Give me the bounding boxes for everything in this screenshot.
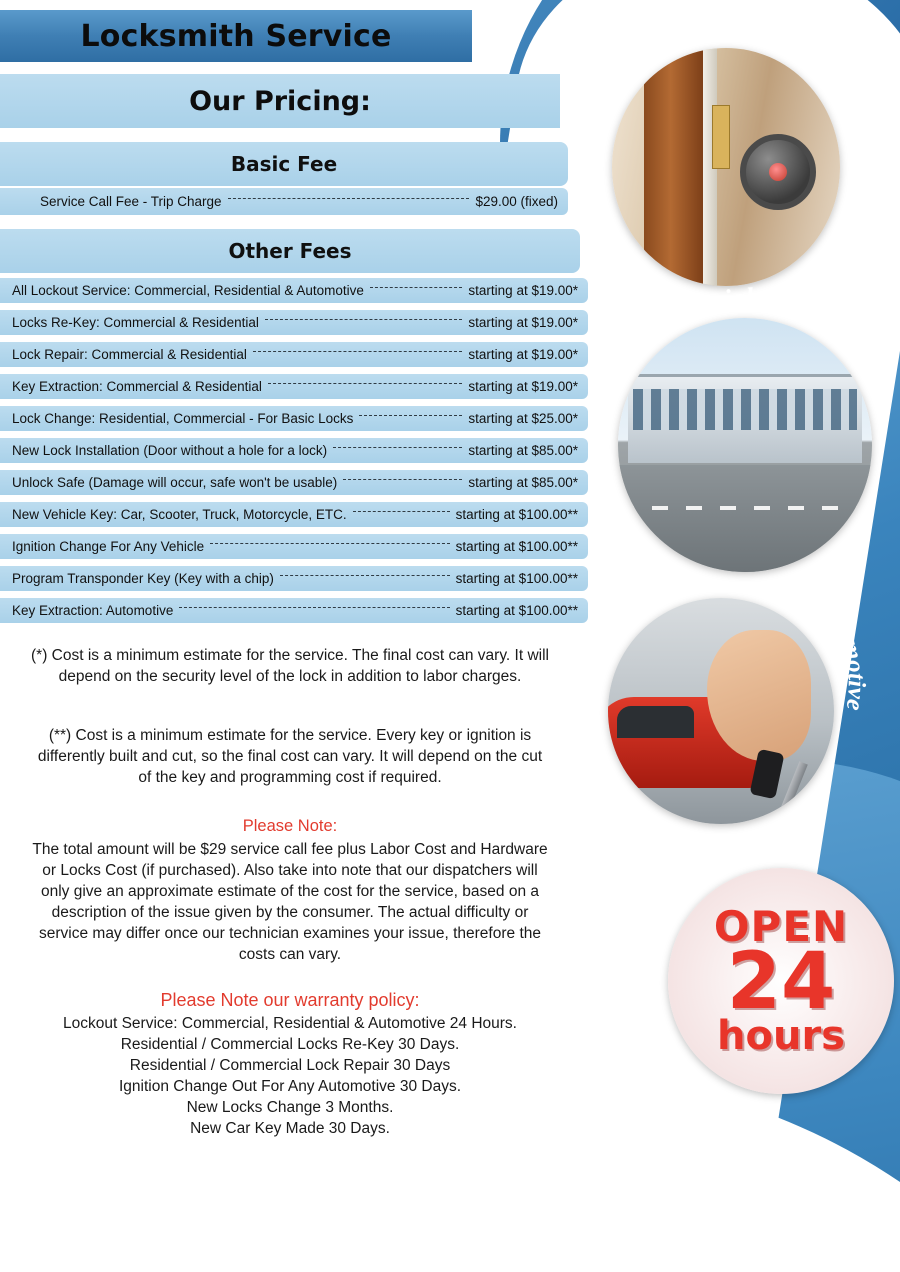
page-subtitle: Our Pricing: <box>189 85 371 117</box>
fee-price: starting at $19.00* <box>468 347 578 362</box>
svg-text:Automotive <box>815 585 870 713</box>
fee-label: Lock Change: Residential, Commercial - For Basic Locks <box>12 411 354 426</box>
residential-curved-label <box>600 0 900 175</box>
fee-price: starting at $85.00* <box>468 443 578 458</box>
dot-leader <box>370 287 463 288</box>
warranty-line: New Locks Change 3 Months. <box>186 1098 394 1116</box>
residential-label-text: Residential <box>637 0 774 53</box>
commercial-curved-label <box>598 275 900 420</box>
fee-label: New Vehicle Key: Car, Scooter, Truck, Motorcycle, ETC. <box>12 507 347 522</box>
dot-leader <box>353 511 450 512</box>
bottom-white-strip <box>0 1246 900 1272</box>
fee-price: starting at $100.00** <box>455 539 578 554</box>
basic-fee-heading <box>0 142 568 186</box>
warranty-line: Residential / Commercial Lock Repair 30 Days <box>129 1057 451 1075</box>
other-fees-heading <box>0 229 580 273</box>
fee-label: Ignition Change For Any Vehicle <box>12 539 205 554</box>
fee-price: starting at $85.00* <box>468 475 578 490</box>
page-title-bar <box>0 10 472 62</box>
page-title: Locksmith Service <box>80 18 392 54</box>
please-note-block <box>30 815 550 966</box>
fee-label: Key Extraction: Commercial & Residential <box>12 379 262 394</box>
fee-price: starting at $100.00** <box>455 571 578 586</box>
fee-row <box>0 502 588 527</box>
fee-price: starting at $25.00* <box>468 411 578 426</box>
svg-text:Residential <box>636 0 774 53</box>
commercial-label-text: Commercial <box>612 282 754 348</box>
warranty-title: Please Note our warranty policy: <box>160 990 420 1010</box>
fee-label: Program Transponder Key (Key with a chip) <box>12 571 274 586</box>
fee-row <box>0 598 588 623</box>
page-subtitle-bar <box>0 74 560 128</box>
dot-leader <box>333 447 462 448</box>
emergency-curved-label <box>620 800 840 985</box>
single-star-note: (*) Cost is a minimum estimate for the service. The final cost can vary. It will depend on the security level of the lock in addition to labor charges. <box>31 647 549 685</box>
fee-price: starting at $100.00** <box>455 507 578 522</box>
emergency-label-text: Emergency <box>627 828 726 950</box>
fee-label: Service Call Fee - Trip Charge <box>40 194 222 209</box>
basic-fee-heading-label: Basic Fee <box>230 152 338 176</box>
fee-row <box>0 406 588 431</box>
other-fees-heading-label: Other Fees <box>228 239 352 263</box>
road-marking-shape <box>618 506 872 510</box>
fee-row <box>0 342 588 367</box>
fee-label: Locks Re-Key: Commercial & Residential <box>12 315 259 330</box>
fee-label: All Lockout Service: Commercial, Residential & Automotive <box>12 283 364 298</box>
dot-leader <box>253 351 463 352</box>
badge-hours-label: hours <box>717 1013 845 1060</box>
fee-label: New Lock Installation (Door without a hole for a lock) <box>12 443 328 458</box>
dot-leader <box>179 607 449 608</box>
fee-label: Lock Repair: Commercial & Residential <box>12 347 247 362</box>
fee-price: starting at $19.00* <box>468 379 578 394</box>
fee-price: starting at $19.00* <box>468 283 578 298</box>
road-shape <box>618 465 872 572</box>
automotive-curved-label <box>760 570 900 805</box>
please-note-title: Please Note: <box>242 817 338 835</box>
fee-row <box>0 438 588 463</box>
badge-open-label: OPEN <box>713 901 849 951</box>
basic-fee-row <box>0 188 568 215</box>
fee-label: Key Extraction: Automotive <box>12 603 174 618</box>
dot-leader <box>265 319 463 320</box>
fee-price: $29.00 (fixed) <box>475 194 558 209</box>
warranty-line: Lockout Service: Commercial, Residential & Automotive 24 Hours. <box>62 1015 517 1033</box>
automotive-label-text: Automotive <box>816 586 870 713</box>
fee-row <box>0 310 588 335</box>
fee-row <box>0 374 588 399</box>
warranty-policy-block <box>30 988 550 1140</box>
dot-leader <box>359 415 462 416</box>
dot-leader <box>268 383 463 384</box>
fee-row <box>0 470 588 495</box>
svg-text:Emergency <box>627 828 726 951</box>
dot-leader <box>228 198 470 199</box>
dot-leader <box>210 543 450 544</box>
fee-label: Unlock Safe (Damage will occur, safe won't be usable) <box>12 475 338 490</box>
dot-leader <box>280 575 450 576</box>
badge-24-label: 24 <box>726 936 836 1027</box>
fee-row <box>0 534 588 559</box>
fee-price: starting at $100.00** <box>455 603 578 618</box>
please-note-body: The total amount will be $29 service call fee plus Labor Cost and Hardware or Locks Cost (if purchased). Also take into note that our dispatchers will only give an approximate estimate of the cost for the service, based on a description of the issue given by the consumer. The actual difficulty or service may differ once our technician examines your issue, therefore the costs can vary. <box>32 841 548 963</box>
fee-row <box>0 566 588 591</box>
svg-text:Commercial <box>612 282 754 347</box>
fee-price: starting at $19.00* <box>468 315 578 330</box>
warranty-line: New Car Key Made 30 Days. <box>190 1119 390 1137</box>
dot-leader <box>343 479 462 480</box>
double-star-note: (**) Cost is a minimum estimate for the service. Every key or ignition is differently built and cut, so the final cost can vary. It will depend on the cut of the key and programming cost if required. <box>37 727 543 786</box>
warranty-line: Ignition Change Out For Any Automotive 30 Days. <box>118 1078 462 1096</box>
warranty-line: Residential / Commercial Locks Re-Key 30 Days. <box>120 1036 460 1054</box>
fee-row <box>0 278 588 303</box>
other-fees-list <box>0 278 590 630</box>
car-window-shape <box>617 706 694 738</box>
